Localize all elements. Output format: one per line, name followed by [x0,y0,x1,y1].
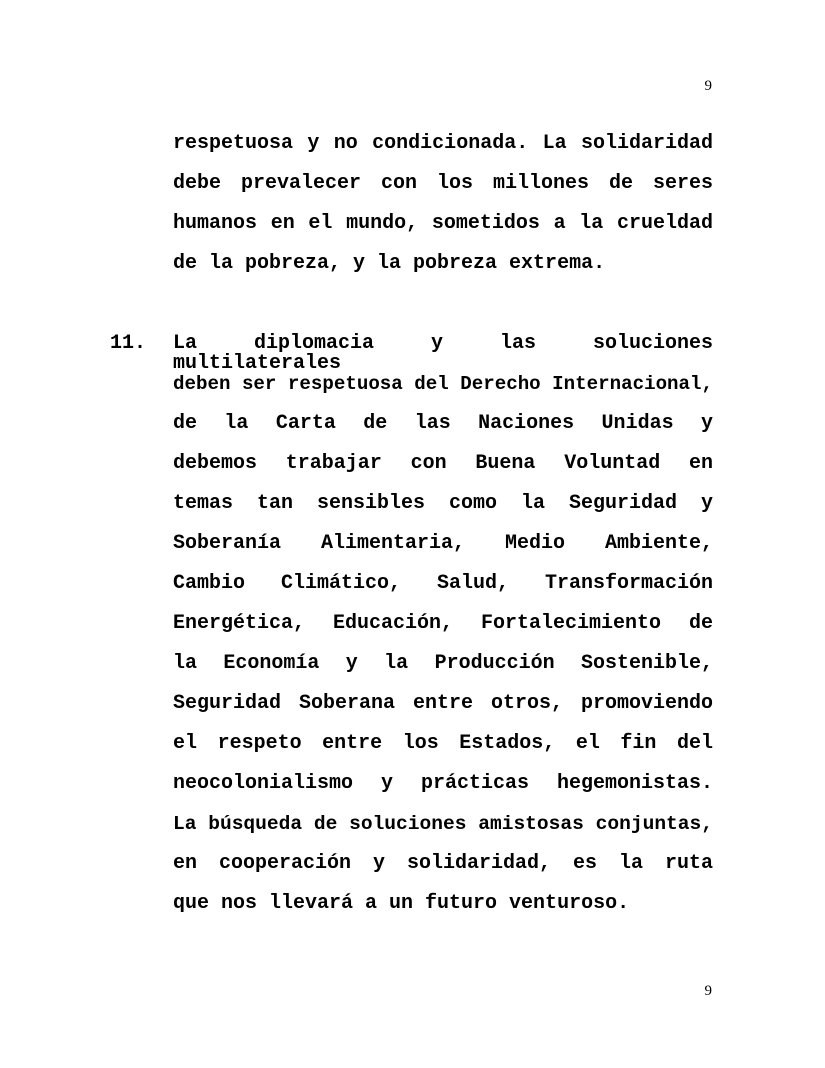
continuation-line-text: de la pobreza, y la pobreza extrema. [173,252,606,275]
item-11-line-text: en cooperación y solidaridad, es la ruta [173,852,713,875]
item-11-paragraph [173,334,713,934]
item-11-line-text: Seguridad Soberana entre otros, promoviendo [173,692,713,715]
item-11-line [173,814,713,854]
item-11-line-text: La diplomacia y las soluciones multilaterales [173,332,713,375]
item-11-line [173,414,713,454]
item-11-line [173,534,713,574]
item-11-line-text: neocolonialismo y prácticas hegemonistas. [173,772,713,795]
item-11-line-text: La búsqueda de soluciones amistosas conjuntas, [173,813,714,835]
item-11-line-text: la Economía y la Producción Sostenible, [173,652,713,675]
continuation-line [173,174,713,214]
item-11-line-text: el respeto entre los Estados, el fin del [173,732,713,755]
continuation-line-text: debe prevalecer con los millones de seres [173,172,713,195]
item-11-line-text: Soberanía Alimentaria, Medio Ambiente, [173,532,713,555]
page-number-bottom: 9 [704,983,712,999]
continuation-line-text: respetuosa y no condicionada. La solidaridad [173,132,713,155]
continuation-line-text: humanos en el mundo, sometidos a la crueldad [173,212,713,235]
item-11-line [173,614,713,654]
item-11-line [173,494,713,534]
item-11-line [173,334,713,374]
item-11-line [173,894,713,934]
item-11-line-text: Energética, Educación, Fortalecimiento de [173,612,713,635]
item-11-line [173,574,713,614]
item-11-line-text: que nos llevará a un futuro venturoso. [173,892,630,915]
item-11-line [173,774,713,814]
item-11-line-text: deben ser respetuosa del Derecho Internacional, [173,373,713,395]
item-11-line [173,654,713,694]
item-11-line [173,374,713,414]
item-11-line [173,454,713,494]
item-11-line-text: Cambio Climático, Salud, Transformación [173,572,713,595]
item-11-line [173,694,713,734]
continuation-line [173,134,713,174]
continuation-line [173,254,713,294]
item-11-line-text: debemos trabajar con Buena Voluntad en [173,452,713,475]
item-11-line [173,854,713,894]
continuation-line [173,214,713,254]
item-11-line-text: de la Carta de las Naciones Unidas y [173,412,713,435]
item-number: 11. [110,332,147,355]
item-11-line [173,734,713,774]
item-11-line-text: temas tan sensibles como la Seguridad y [173,492,713,515]
page-number-top: 9 [704,78,712,94]
continuation-paragraph [173,134,713,294]
